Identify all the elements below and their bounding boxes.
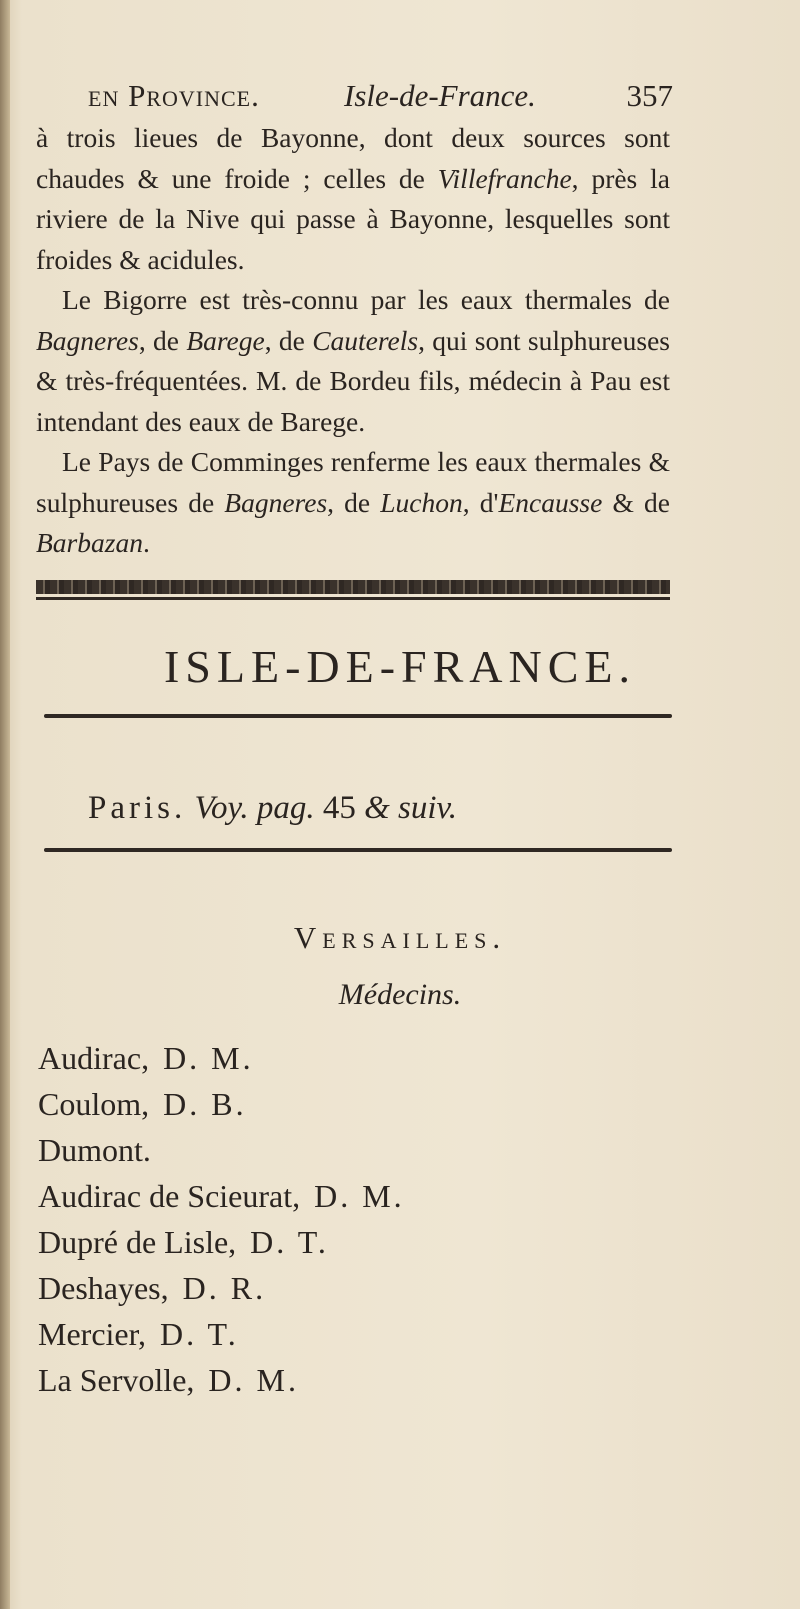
paris-page: 45 — [322, 790, 356, 826]
paris-line — [88, 790, 708, 827]
italic-place-name: Cauterels — [312, 324, 419, 356]
paragraph — [36, 280, 670, 442]
physician-name: Dupré de Lisle, — [38, 1224, 237, 1260]
medecins-subtitle: Médecins. — [338, 978, 462, 1011]
running-head-center: Isle-de-France. — [344, 78, 536, 113]
text-run: , qui sont sulphureuses & très-fréquentées. M. de Bordeu fils, médecin à Pau est intendant des eaux de Barege. — [36, 324, 670, 437]
physician-list — [38, 1035, 678, 1403]
section-title: ISLE-DE-FRANCE. — [163, 641, 637, 692]
running-head — [88, 78, 673, 122]
rule-under-paris — [44, 848, 672, 852]
physician-entry — [38, 1081, 678, 1127]
physician-entry — [38, 1357, 678, 1403]
physician-degree: D. T. — [159, 1316, 239, 1352]
physician-degree: D. B. — [163, 1086, 247, 1122]
physician-name: La Servolle, — [38, 1362, 195, 1398]
italic-place-name: Bagneres — [224, 486, 328, 518]
physician-name: Audirac, — [38, 1040, 150, 1076]
physician-name: Dumont. — [38, 1132, 151, 1168]
physician-entry — [38, 1127, 678, 1173]
physician-degree: D. M. — [314, 1178, 405, 1214]
italic-place-name: Barege — [186, 324, 265, 356]
physician-degree: D. R. — [182, 1270, 267, 1306]
paragraph — [36, 442, 670, 564]
italic-place-name: Luchon — [380, 486, 463, 518]
italic-place-name: Encausse — [498, 486, 603, 518]
text-run: , de — [138, 324, 187, 356]
running-head-left: en Province. — [88, 78, 260, 113]
page-number: 357 — [626, 78, 673, 113]
rule-under-section — [44, 714, 672, 718]
text-run: , d' — [462, 486, 499, 518]
text-run: . — [142, 527, 150, 558]
text-run: , de — [327, 486, 381, 518]
versailles-title: Versailles. — [293, 920, 507, 955]
physician-name: Mercier, — [38, 1316, 146, 1352]
text-run: Le Pays de Comminges renferme les eaux thermales & sulphureuses de — [36, 446, 670, 518]
text-run: & de — [602, 486, 670, 518]
physician-entry — [38, 1173, 678, 1219]
book-gutter — [0, 0, 10, 1609]
italic-place-name: Villefranche — [437, 162, 572, 194]
paragraph — [36, 118, 670, 280]
physician-degree: D. T. — [250, 1224, 329, 1260]
paris-tail: & suiv. — [364, 790, 457, 826]
physician-entry — [38, 1035, 678, 1081]
physician-name: Deshayes, — [38, 1270, 169, 1306]
physician-entry — [38, 1219, 678, 1265]
text-run: , de — [264, 324, 313, 356]
italic-place-name: Bagneres — [36, 324, 139, 356]
ornamental-rule — [36, 580, 670, 594]
physician-degree: D. M. — [208, 1362, 299, 1398]
text-run: , près la riviere de la Nive qui passe à Bayonne, lesquelles sont froides & acidules. — [36, 162, 670, 275]
paris-ref: Voy. pag. — [194, 790, 315, 826]
paris-city: Paris. — [88, 790, 187, 826]
italic-place-name: Barbazan — [36, 527, 143, 558]
physician-entry — [38, 1265, 678, 1311]
physician-name: Coulom, — [38, 1086, 150, 1122]
text-run: à trois lieues de Bayonne, dont deux sources sont chaudes & une froide ; celles de — [36, 122, 670, 194]
body-text — [36, 118, 670, 564]
physician-entry — [38, 1311, 678, 1357]
physician-degree: D. M. — [163, 1040, 254, 1076]
text-run: Le Bigorre est très-connu par les eaux thermales de — [62, 284, 670, 315]
physician-name: Audirac de Scieurat, — [38, 1178, 301, 1214]
